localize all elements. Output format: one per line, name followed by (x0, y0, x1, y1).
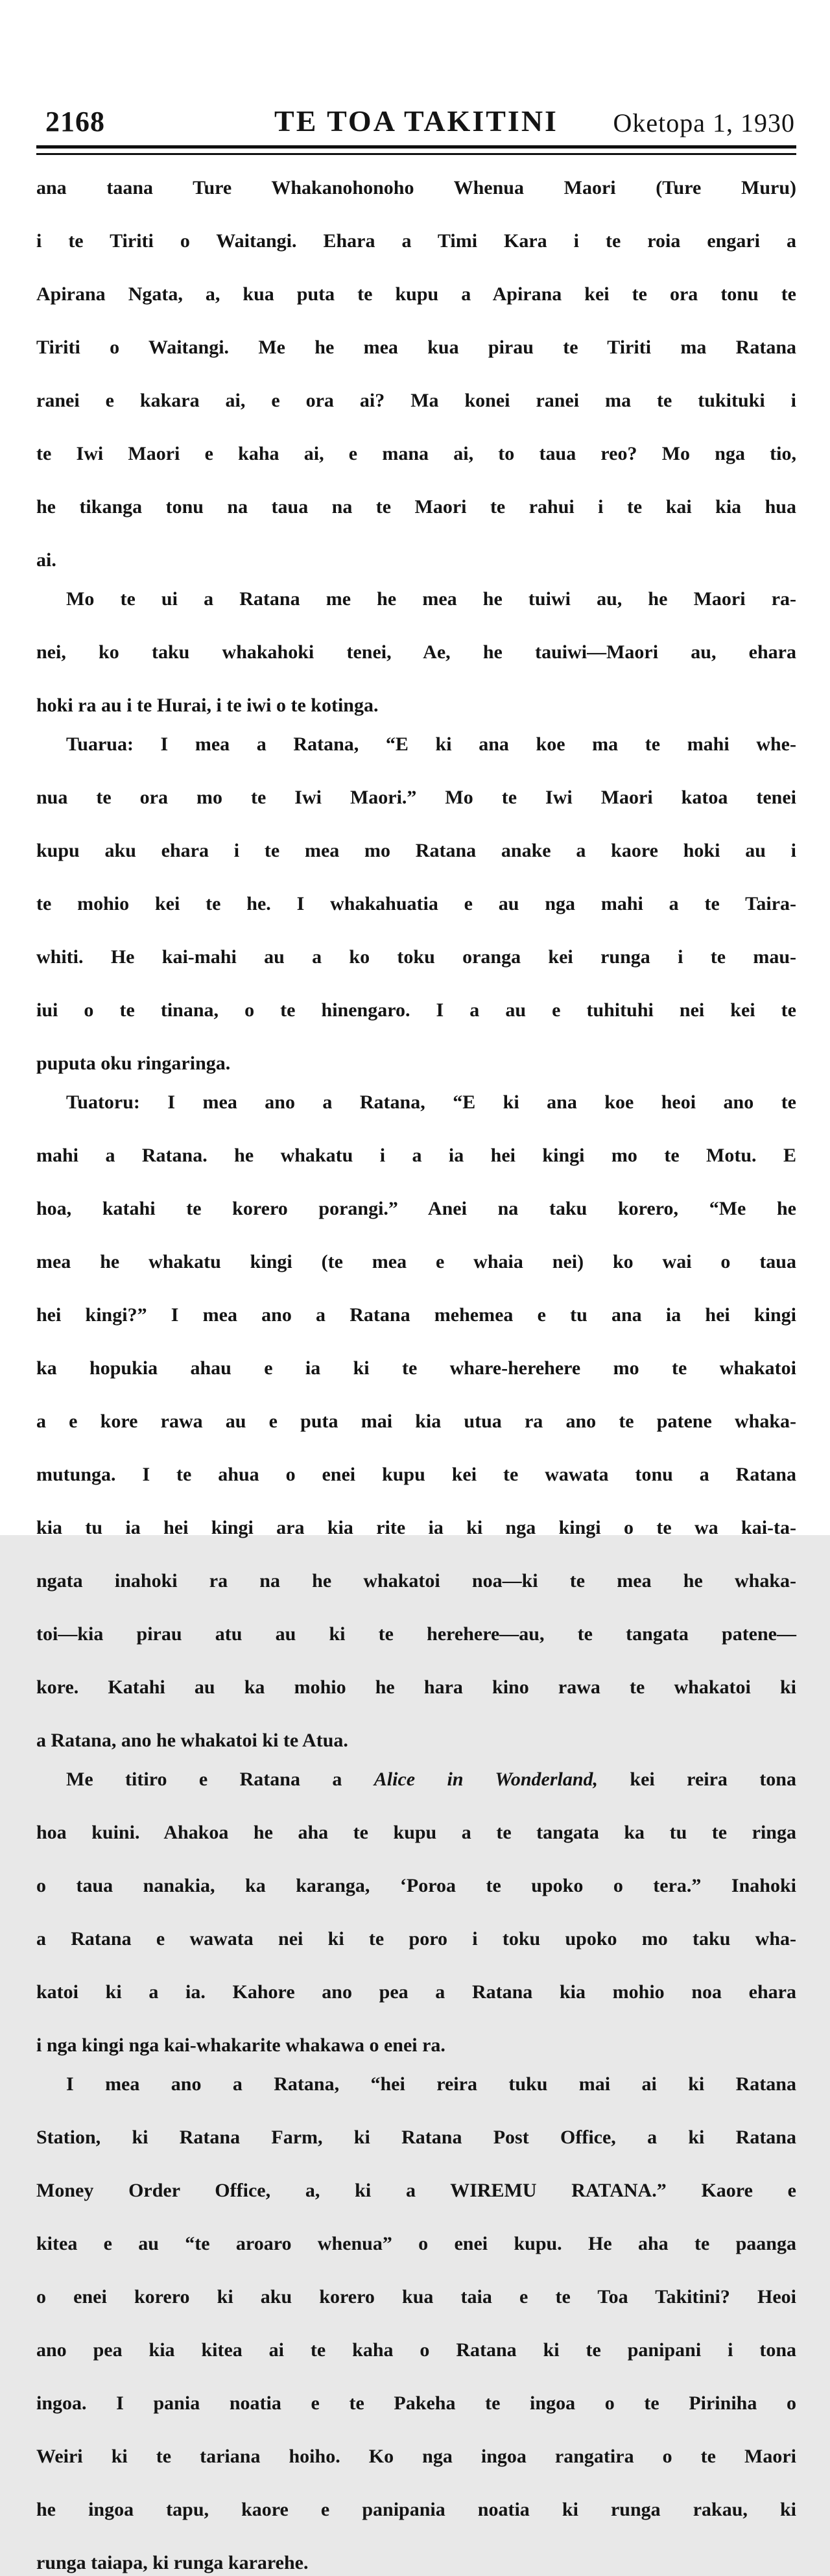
paragraph (36, 2071, 796, 2576)
text-line: Apirana Ngata, a, kua puta te kupu a Apirana kei te ora tonu te (36, 283, 796, 305)
page-number: 2168 (45, 106, 105, 137)
text-line: Tuarua: I mea a Ratana, “E ki ana koe ma te mahi whe- (66, 733, 796, 755)
text-line: Station, ki Ratana Farm, ki Ratana Post Office, a ki Ratana (36, 2127, 796, 2148)
text-line: ana taana Ture Whakanohonoho Whenua Maori (Ture Muru) (36, 177, 796, 198)
text-line: ai. (36, 549, 56, 571)
text-line: mahi a Ratana. he whakatu i a ia hei kingi mo te Motu. E (36, 1145, 796, 1166)
article-body (36, 174, 796, 2576)
text-line: mea he whakatu kingi (te mea e whaia nei) ko wai o taua (36, 1251, 796, 1272)
text-line: he tikanga tonu na taua na te Maori te rahui i te kai kia hua (36, 496, 796, 518)
issue-date: Oketopa 1, 1930 (613, 108, 795, 137)
paragraph (36, 731, 796, 1077)
text-line: Mo te ui a Ratana me he mea he tuiwi au, he Maori ra- (66, 588, 796, 610)
text-line: o taua nanakia, ka karanga, ‘Poroa te upoko o tera.” Inahoki (36, 1875, 796, 1896)
text-line: puputa oku ringaringa. (36, 1053, 231, 1074)
text-line: i nga kingi nga kai-whakarite whakawa o enei ra. (36, 2034, 445, 2056)
paragraph (36, 174, 796, 573)
text-line: he ingoa tapu, kaore e panipania noatia ki runga rakau, ki (36, 2499, 796, 2520)
text-line: ka hopukia ahau e ia ki te whare-herehere mo te whakatoi (36, 1357, 796, 1379)
text-line: Money Order Office, a, ki a WIREMU RATANA.” Kaore e (36, 2180, 796, 2201)
text-line: Weiri ki te tariana hoiho. Ko nga ingoa rangatira o te Maori (36, 2446, 796, 2467)
text-line: toi—kia pirau atu au ki te herehere—au, te tangata patene— (36, 1623, 796, 1645)
text-line: nei, ko taku whakahoki tenei, Ae, he tauiwi—Maori au, ehara (36, 641, 796, 663)
text-line: ano pea kia kitea ai te kaha o Ratana ki te panipani i tona (36, 2339, 796, 2361)
text-line: nua te ora mo te Iwi Maori.” Mo te Iwi Maori katoa tenei (36, 787, 796, 808)
text-line: te mohio kei te he. I whakahuatia e au nga mahi a te Taira- (36, 893, 796, 914)
text-line: hoa, katahi te korero porangi.” Anei na taku korero, “Me he (36, 1198, 796, 1219)
text-line: iui o te tinana, o te hinengaro. I a au e tuhituhi nei kei te (36, 999, 796, 1021)
text-line: a e kore rawa au e puta mai kia utua ra ano te patene whaka- (36, 1411, 796, 1432)
text-line: katoi ki a ia. Kahore ano pea a Ratana kia mohio noa ehara (36, 1981, 796, 2003)
text-line: hei kingi?” I mea ano a Ratana mehemea e tu ana ia hei kingi (36, 1304, 796, 1326)
text-line: te Iwi Maori e kaha ai, e mana ai, to taua reo? Mo nga tio, (36, 443, 796, 464)
text-line: hoa kuini. Ahakoa he aha te kupu a te tangata ka tu te ringa (36, 1822, 796, 1843)
text-line: i te Tiriti o Waitangi. Ehara a Timi Kara i te roia engari a (36, 230, 796, 252)
text-line: ingoa. I pania noatia e te Pakeha te ingoa o te Piriniha o (36, 2392, 796, 2414)
text-line: whiti. He kai-mahi au a ko toku oranga kei runga i te mau- (36, 946, 796, 968)
masthead (36, 102, 796, 136)
text-line: ranei e kakara ai, e ora ai? Ma konei ranei ma te tukituki i (36, 390, 796, 411)
text-line: a Ratana, ano he whakatoi ki te Atua. (36, 1730, 348, 1751)
text-line: Me titiro e Ratana a Alice in Wonderland, kei reira tona (66, 1769, 796, 1790)
text-line: mutunga. I te ahua o enei kupu kei te wawata tonu a Ratana (36, 1464, 796, 1485)
text-line: Tuatoru: I mea ano a Ratana, “E ki ana koe heoi ano te (66, 1091, 796, 1113)
paragraph (36, 586, 796, 719)
text-line: runga taiapa, ki runga kararehe. (36, 2552, 309, 2573)
publication-title: TE TOA TAKITINI (274, 104, 558, 137)
text-line: o enei korero ki aku korero kua taia e te Toa Takitini? Heoi (36, 2286, 796, 2308)
text-line: a Ratana e wawata nei ki te poro i toku upoko mo taku wha- (36, 1928, 796, 1950)
text-line: kia tu ia hei kingi ara kia rite ia ki nga kingi o te wa kai-ta- (36, 1517, 796, 1538)
text-line: I mea ano a Ratana, “hei reira tuku mai ai ki Ratana (66, 2073, 796, 2095)
italic-book-title: Alice in Wonderland, (374, 1769, 599, 1790)
paragraph (36, 1766, 796, 2058)
text-line: Tiriti o Waitangi. Me he mea kua pirau te Tiriti ma Ratana (36, 337, 796, 358)
text-line: kupu aku ehara i te mea mo Ratana anake a kaore hoki au i (36, 840, 796, 861)
text-line: ngata inahoki ra na he whakatoi noa—ki te mea he whaka- (36, 1570, 796, 1592)
masthead-double-rule (36, 145, 796, 155)
text-line: hoki ra au i te Hurai, i te iwi o te kotinga. (36, 695, 379, 716)
text-line: kore. Katahi au ka mohio he hara kino rawa te whakatoi ki (36, 1676, 796, 1698)
paragraph (36, 1089, 796, 1754)
text-line: kitea e au “te aroaro whenua” o enei kupu. He aha te paanga (36, 2233, 796, 2254)
